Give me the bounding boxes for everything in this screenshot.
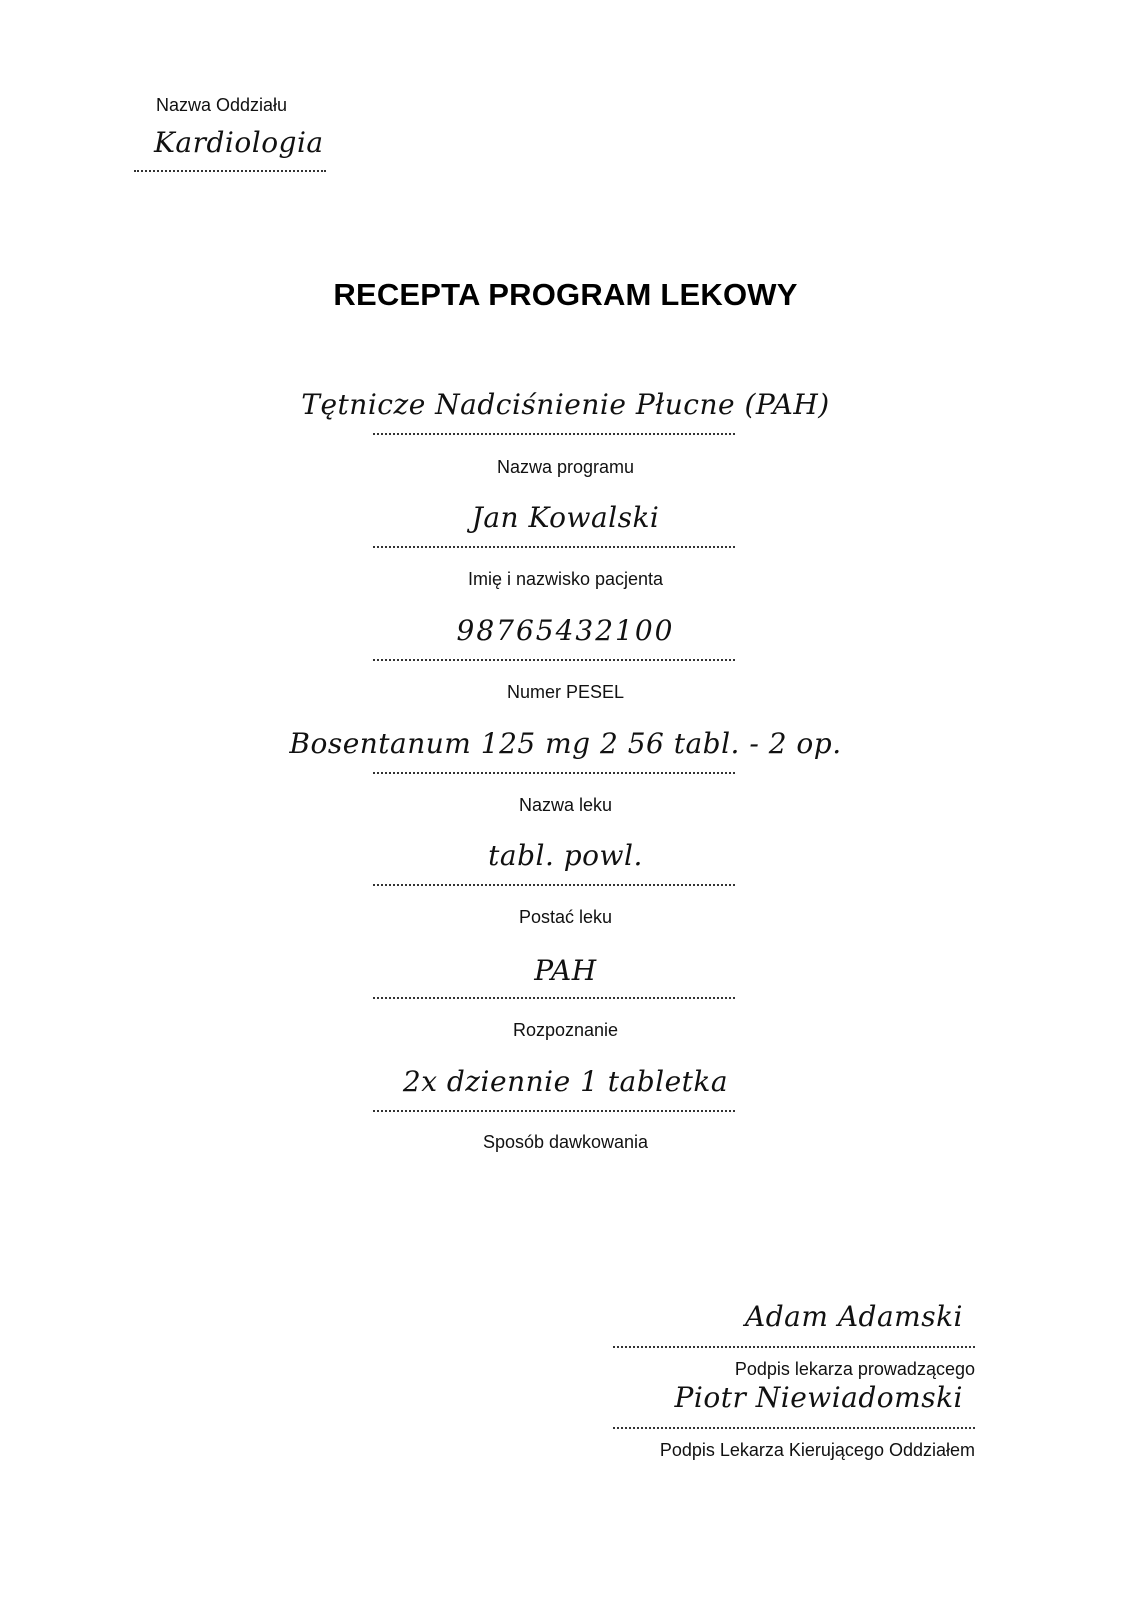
attending-physician-signature: Adam Adamski [745,1300,963,1333]
attending-physician-dotted-line [613,1346,975,1348]
diagnosis-label: Rozpoznanie [512,1020,619,1040]
program-name-dotted-line [373,433,735,435]
dosage-label: Sposób dawkowania [482,1132,649,1152]
head-physician-label: Podpis Lekarza Kierującego Oddziałem [659,1440,975,1460]
drug-form-value: tabl. powl. [488,839,643,872]
diagnosis-value: PAH [534,954,597,987]
dosage-dotted-line [373,1110,735,1112]
attending-physician-label: Podpis lekarza prowadzącego [734,1359,975,1379]
dosage-value: 2x dziennie 1 tabletka [402,1065,729,1098]
patient-name-dotted-line [373,546,735,548]
department-value: Kardiologia [154,126,324,159]
head-physician-dotted-line [613,1427,975,1429]
drug-name-label: Nazwa leku [518,795,613,815]
program-name-label: Nazwa programu [496,457,635,477]
patient-name-label: Imię i nazwisko pacjenta [467,569,664,589]
drug-form-dotted-line [373,884,735,886]
department-label: Nazwa Oddziału [156,95,288,115]
drug-form-label: Postać leku [518,907,613,927]
drug-name-dotted-line [373,772,735,774]
pesel-value: 98765432100 [456,614,675,647]
patient-name-value: Jan Kowalski [471,501,660,534]
pesel-label: Numer PESEL [506,682,625,702]
diagnosis-dotted-line [373,997,735,999]
pesel-dotted-line [373,659,735,661]
department-dotted-line [134,170,326,172]
drug-name-value: Bosentanum 125 mg 2 56 tabl. - 2 op. [289,727,842,760]
page-title: RECEPTA PROGRAM LEKOWY [333,277,798,312]
head-physician-signature: Piotr Niewiadomski [674,1381,963,1414]
program-name-value: Tętnicze Nadciśnienie Płucne (PAH) [301,388,830,421]
